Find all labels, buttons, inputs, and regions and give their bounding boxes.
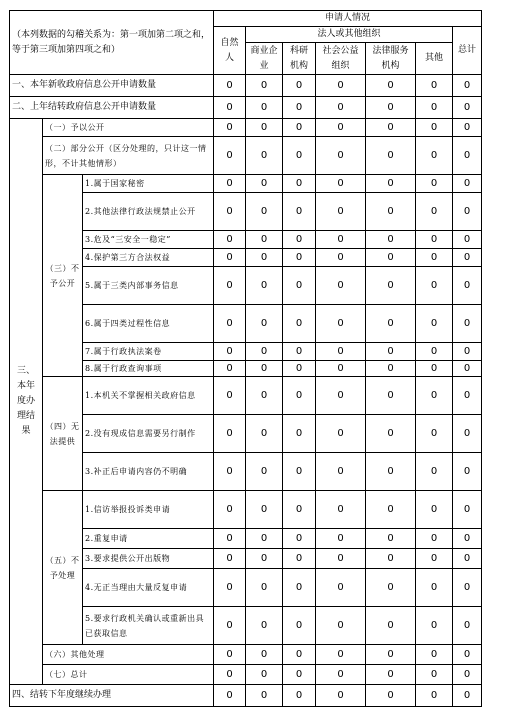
other-header: 其他	[416, 43, 453, 75]
value-cell: 0	[453, 361, 482, 377]
value-cell: 0	[246, 305, 283, 343]
value-cell: 0	[246, 343, 283, 361]
value-cell: 0	[416, 645, 453, 665]
value-cell: 0	[283, 75, 316, 97]
value-cell: 0	[214, 249, 246, 267]
value-cell: 0	[453, 305, 482, 343]
value-cell: 0	[246, 491, 283, 529]
value-cell: 0	[366, 193, 416, 231]
value-cell: 0	[416, 75, 453, 97]
value-cell: 0	[283, 549, 316, 569]
total-header: 总计	[453, 27, 482, 75]
value-cell: 0	[283, 343, 316, 361]
value-cell: 0	[246, 119, 283, 137]
value-cell: 0	[214, 645, 246, 665]
value-cell: 0	[246, 665, 283, 685]
value-cell: 0	[453, 175, 482, 193]
value-cell: 0	[283, 305, 316, 343]
value-cell: 0	[283, 569, 316, 607]
value-cell: 0	[366, 75, 416, 97]
value-cell: 0	[283, 685, 316, 707]
value-cell: 0	[453, 231, 482, 249]
value-cell: 0	[453, 343, 482, 361]
research-header: 科研机构	[283, 43, 316, 75]
value-cell: 0	[366, 231, 416, 249]
row-label: 5.属于三类内部事务信息	[83, 267, 214, 305]
value-cell: 0	[283, 607, 316, 645]
value-cell: 0	[316, 549, 366, 569]
row-label: 3.要求提供公开出版物	[83, 549, 214, 569]
value-cell: 0	[214, 343, 246, 361]
value-cell: 0	[416, 249, 453, 267]
value-cell: 0	[453, 453, 482, 491]
value-cell: 0	[366, 343, 416, 361]
row-label: （二）部分公开（区分处理的，只计这一情形，不计其他情形）	[43, 137, 214, 175]
value-cell: 0	[246, 249, 283, 267]
value-cell: 0	[416, 137, 453, 175]
value-cell: 0	[416, 491, 453, 529]
value-cell: 0	[366, 249, 416, 267]
row-label: 1.属于国家秘密	[83, 175, 214, 193]
value-cell: 0	[366, 361, 416, 377]
row-label: 2.重复申请	[83, 529, 214, 549]
table-row	[10, 685, 482, 707]
value-cell: 0	[316, 569, 366, 607]
value-cell: 0	[453, 193, 482, 231]
section-3-label: 三、本年度办理结果	[10, 119, 43, 685]
value-cell: 0	[366, 415, 416, 453]
value-cell: 0	[283, 645, 316, 665]
row-label: 6.属于四类过程性信息	[83, 305, 214, 343]
value-cell: 0	[316, 137, 366, 175]
value-cell: 0	[246, 645, 283, 665]
row-label: 5.要求行政机关确认或重新出具已获取信息	[83, 607, 214, 645]
row-label: 1.信访举报投诉类申请	[83, 491, 214, 529]
row-label: 4.保护第三方合法权益	[83, 249, 214, 267]
value-cell: 0	[246, 75, 283, 97]
value-cell: 0	[214, 569, 246, 607]
value-cell: 0	[416, 453, 453, 491]
value-cell: 0	[214, 137, 246, 175]
row-label: 7.属于行政执法案卷	[83, 343, 214, 361]
value-cell: 0	[316, 361, 366, 377]
value-cell: 0	[453, 377, 482, 415]
value-cell: 0	[416, 361, 453, 377]
table-row	[10, 665, 482, 685]
value-cell: 0	[366, 119, 416, 137]
row-label: 四、结转下年度继续办理	[10, 685, 214, 707]
value-cell: 0	[366, 529, 416, 549]
value-cell: 0	[366, 549, 416, 569]
value-cell: 0	[453, 685, 482, 707]
value-cell: 0	[246, 415, 283, 453]
value-cell: 0	[453, 607, 482, 645]
value-cell: 0	[246, 175, 283, 193]
value-cell: 0	[316, 529, 366, 549]
value-cell: 0	[283, 137, 316, 175]
value-cell: 0	[214, 119, 246, 137]
value-cell: 0	[453, 549, 482, 569]
value-cell: 0	[283, 665, 316, 685]
value-cell: 0	[246, 607, 283, 645]
row-label: 二、上年结转政府信息公开申请数量	[10, 97, 214, 119]
value-cell: 0	[366, 137, 416, 175]
value-cell: 0	[316, 249, 366, 267]
value-cell: 0	[246, 529, 283, 549]
value-cell: 0	[316, 193, 366, 231]
value-cell: 0	[316, 377, 366, 415]
value-cell: 0	[316, 175, 366, 193]
value-cell: 0	[366, 175, 416, 193]
value-cell: 0	[316, 343, 366, 361]
table-row	[10, 137, 482, 175]
row-label: 4.无正当理由大量反复申请	[83, 569, 214, 607]
value-cell: 0	[416, 193, 453, 231]
value-cell: 0	[283, 415, 316, 453]
group-4-label: （四）无法提供	[43, 377, 83, 491]
legal-service-header: 法律服务机构	[366, 43, 416, 75]
value-cell: 0	[453, 415, 482, 453]
table-row	[10, 119, 482, 137]
value-cell: 0	[453, 569, 482, 607]
group-5-label: （五）不予处理	[43, 491, 83, 645]
value-cell: 0	[416, 549, 453, 569]
value-cell: 0	[453, 75, 482, 97]
value-cell: 0	[246, 377, 283, 415]
value-cell: 0	[214, 193, 246, 231]
value-cell: 0	[283, 361, 316, 377]
legal-entity-header: 法人或其他组织	[246, 27, 453, 43]
group-3-label: （三）不予公开	[43, 175, 83, 377]
value-cell: 0	[366, 569, 416, 607]
value-cell: 0	[214, 685, 246, 707]
value-cell: 0	[246, 193, 283, 231]
value-cell: 0	[283, 231, 316, 249]
value-cell: 0	[416, 97, 453, 119]
value-cell: 0	[416, 685, 453, 707]
header-note: （本列数据的勾稽关系为：第一项加第二项之和，等于第三项加第四项之和）	[10, 11, 214, 75]
value-cell: 0	[246, 97, 283, 119]
value-cell: 0	[366, 665, 416, 685]
row-label: 1.本机关不掌握相关政府信息	[83, 377, 214, 415]
value-cell: 0	[453, 529, 482, 549]
value-cell: 0	[416, 377, 453, 415]
commercial-header: 商业企业	[246, 43, 283, 75]
value-cell: 0	[214, 175, 246, 193]
value-cell: 0	[366, 377, 416, 415]
row-label: 2.没有现成信息需要另行制作	[83, 415, 214, 453]
value-cell: 0	[246, 361, 283, 377]
value-cell: 0	[416, 305, 453, 343]
value-cell: 0	[246, 267, 283, 305]
value-cell: 0	[316, 645, 366, 665]
value-cell: 0	[316, 607, 366, 645]
value-cell: 0	[246, 569, 283, 607]
value-cell: 0	[214, 377, 246, 415]
value-cell: 0	[246, 453, 283, 491]
value-cell: 0	[214, 415, 246, 453]
table-row	[10, 97, 482, 119]
value-cell: 0	[246, 549, 283, 569]
value-cell: 0	[214, 529, 246, 549]
value-cell: 0	[366, 97, 416, 119]
value-cell: 0	[316, 665, 366, 685]
value-cell: 0	[453, 267, 482, 305]
value-cell: 0	[453, 137, 482, 175]
value-cell: 0	[453, 97, 482, 119]
value-cell: 0	[366, 491, 416, 529]
row-label: （六）其他处理	[43, 645, 214, 665]
value-cell: 0	[416, 175, 453, 193]
value-cell: 0	[416, 569, 453, 607]
value-cell: 0	[416, 607, 453, 645]
value-cell: 0	[214, 361, 246, 377]
value-cell: 0	[214, 607, 246, 645]
value-cell: 0	[214, 491, 246, 529]
value-cell: 0	[316, 453, 366, 491]
value-cell: 0	[453, 665, 482, 685]
value-cell: 0	[366, 267, 416, 305]
table-row	[10, 75, 482, 97]
value-cell: 0	[416, 665, 453, 685]
row-label: 一、本年新收政府信息公开申请数量	[10, 75, 214, 97]
value-cell: 0	[214, 453, 246, 491]
value-cell: 0	[214, 231, 246, 249]
value-cell: 0	[366, 645, 416, 665]
table-row	[10, 175, 482, 193]
value-cell: 0	[366, 305, 416, 343]
value-cell: 0	[283, 491, 316, 529]
value-cell: 0	[416, 343, 453, 361]
value-cell: 0	[416, 231, 453, 249]
statistics-table	[9, 10, 482, 707]
row-label: （七）总计	[43, 665, 214, 685]
value-cell: 0	[316, 415, 366, 453]
row-label: 2.其他法律行政法规禁止公开	[83, 193, 214, 231]
value-cell: 0	[316, 75, 366, 97]
value-cell: 0	[416, 119, 453, 137]
value-cell: 0	[283, 97, 316, 119]
value-cell: 0	[316, 97, 366, 119]
value-cell: 0	[214, 267, 246, 305]
value-cell: 0	[214, 305, 246, 343]
value-cell: 0	[214, 75, 246, 97]
value-cell: 0	[316, 685, 366, 707]
value-cell: 0	[283, 249, 316, 267]
table-row	[10, 645, 482, 665]
table-row	[10, 491, 482, 529]
value-cell: 0	[453, 119, 482, 137]
value-cell: 0	[283, 377, 316, 415]
value-cell: 0	[416, 267, 453, 305]
value-cell: 0	[214, 549, 246, 569]
value-cell: 0	[416, 529, 453, 549]
value-cell: 0	[214, 97, 246, 119]
row-label: 3.危及“三安全一稳定”	[83, 231, 214, 249]
value-cell: 0	[283, 453, 316, 491]
value-cell: 0	[246, 231, 283, 249]
value-cell: 0	[366, 453, 416, 491]
row-label: （一）予以公开	[43, 119, 214, 137]
value-cell: 0	[453, 491, 482, 529]
value-cell: 0	[283, 119, 316, 137]
value-cell: 0	[316, 267, 366, 305]
row-label: 8.属于行政查询事项	[83, 361, 214, 377]
value-cell: 0	[316, 305, 366, 343]
value-cell: 0	[453, 645, 482, 665]
value-cell: 0	[416, 415, 453, 453]
value-cell: 0	[283, 175, 316, 193]
value-cell: 0	[316, 231, 366, 249]
value-cell: 0	[283, 193, 316, 231]
value-cell: 0	[366, 607, 416, 645]
row-label: 3.补正后申请内容仍不明确	[83, 453, 214, 491]
value-cell: 0	[283, 529, 316, 549]
value-cell: 0	[316, 491, 366, 529]
applicant-header: 申请人情况	[214, 11, 482, 27]
value-cell: 0	[366, 685, 416, 707]
value-cell: 0	[316, 119, 366, 137]
value-cell: 0	[246, 685, 283, 707]
natural-person-header: 自然人	[214, 27, 246, 75]
social-welfare-header: 社会公益组织	[316, 43, 366, 75]
value-cell: 0	[214, 665, 246, 685]
value-cell: 0	[283, 267, 316, 305]
table-row	[10, 377, 482, 415]
value-cell: 0	[453, 249, 482, 267]
value-cell: 0	[246, 137, 283, 175]
